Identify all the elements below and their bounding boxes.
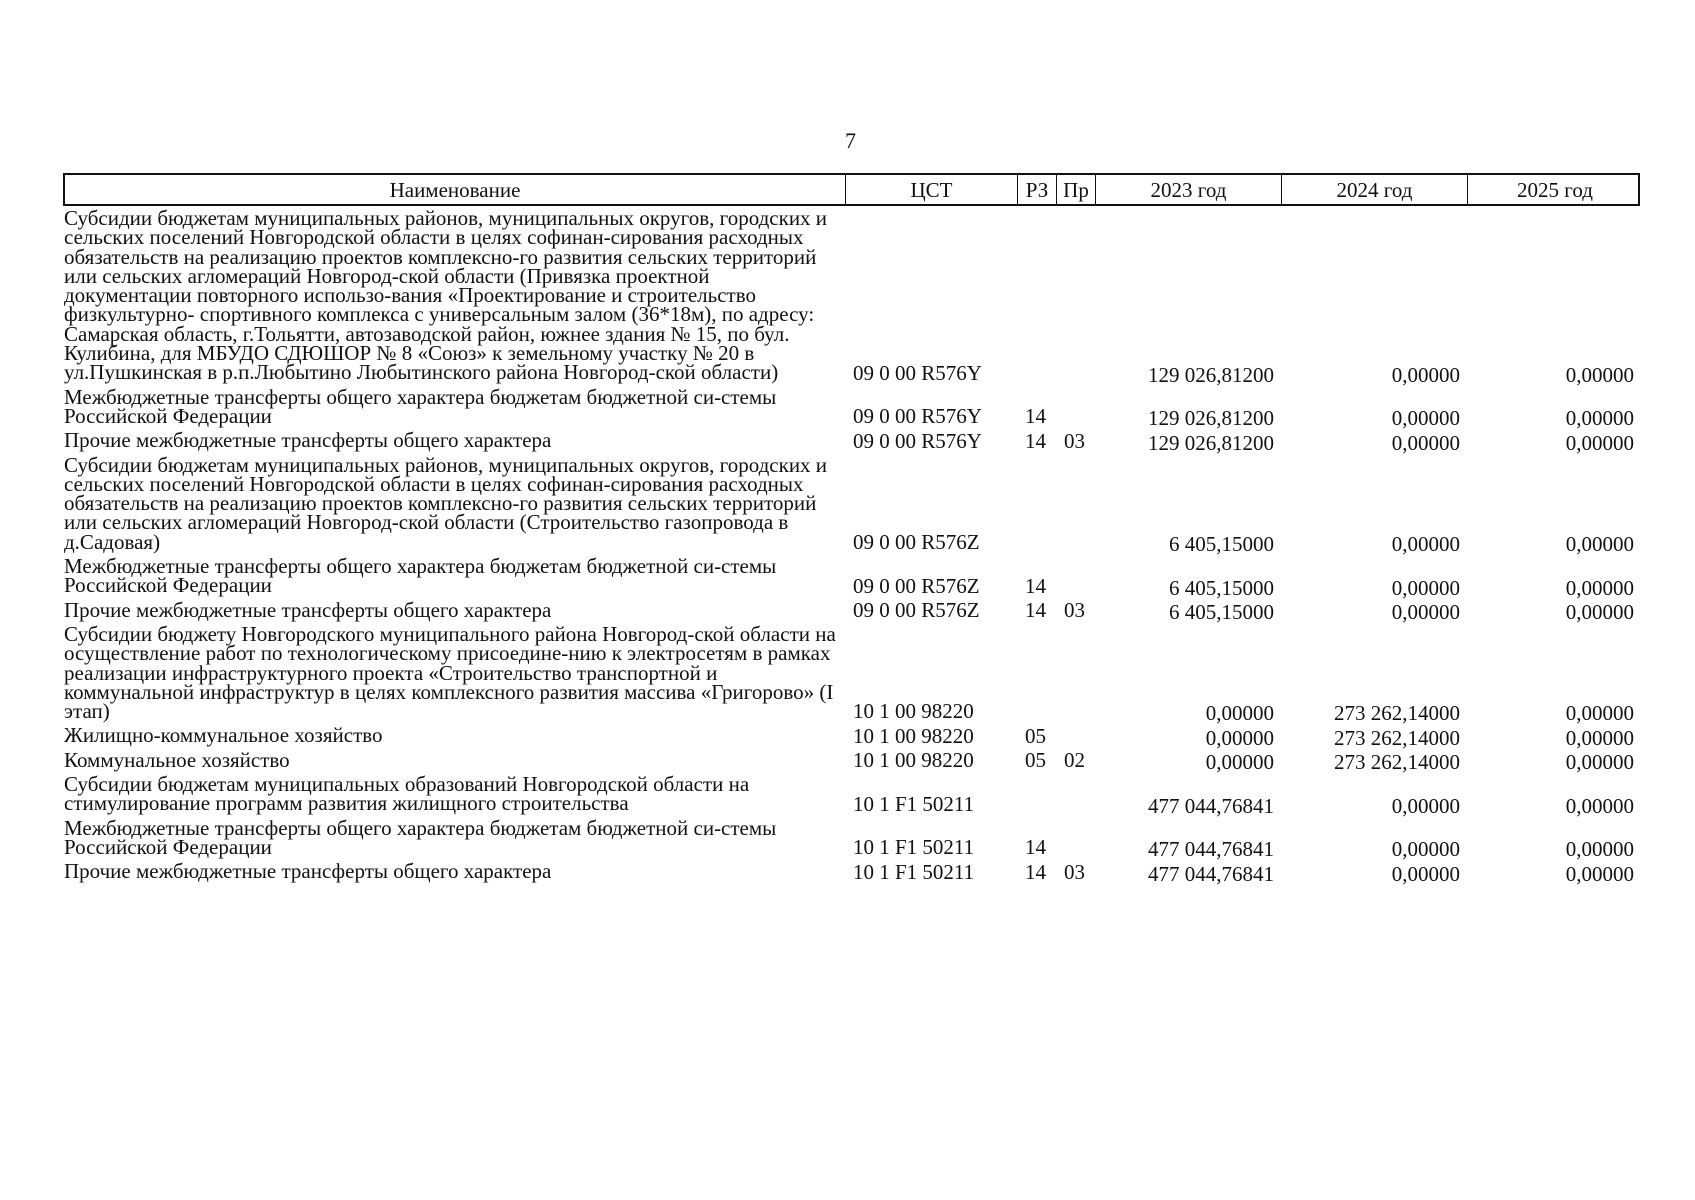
row-name: Прочие межбюджетные трансферты общего характера	[64, 597, 552, 622]
table-row	[63, 452, 1640, 557]
row-2024: 0,00000	[1391, 362, 1460, 387]
table-row	[63, 598, 1640, 622]
row-2024: 0,00000	[1391, 575, 1460, 600]
budget-table	[63, 173, 1640, 884]
row-name: Субсидии бюджетам муниципальных районов, муниципальных округов, городских и сельских поселений Новгородской области в целях софинан-сирования расходных обязательств на реализацию проектов комплексно-го развития сельских территорий или сельских агломераций Новгород-ской области (Строительство газопровода в д.Садовая)	[64, 452, 828, 554]
row-2024: 0,00000	[1391, 599, 1460, 624]
header-pr: Пр	[1057, 175, 1096, 204]
row-2023: 0,00000	[1205, 701, 1274, 726]
row-pr	[1055, 814, 1094, 816]
row-name: Межбюджетные трансферты общего характера бюджетам бюджетной си-стемы Российской Федерации	[64, 384, 777, 428]
row-pr	[1055, 426, 1094, 428]
row-name: Прочие межбюджетные трансферты общего характера	[64, 428, 552, 453]
row-2024: 273 262,14000	[1334, 750, 1460, 775]
row-2023: 6 405,15000	[1169, 532, 1274, 557]
row-2024: 0,00000	[1391, 793, 1460, 818]
row-pr	[1055, 721, 1094, 723]
header-rz: РЗ	[1018, 175, 1057, 204]
row-2024: 0,00000	[1391, 430, 1460, 455]
row-2025: 0,00000	[1565, 599, 1634, 624]
row-2025: 0,00000	[1565, 793, 1634, 818]
row-2024: 0,00000	[1391, 532, 1460, 557]
row-csr: 10 1 F1 50211	[853, 791, 975, 816]
table-row	[63, 385, 1640, 429]
row-2025: 0,00000	[1565, 362, 1634, 387]
row-2023: 477 044,76841	[1148, 837, 1274, 862]
row-pr: 03	[1064, 428, 1085, 453]
row-2024: 273 262,14000	[1334, 725, 1460, 750]
row-name: Межбюджетные трансферты общего характера бюджетам бюджетной си-стемы Российской Федерации	[64, 815, 777, 859]
row-2025: 0,00000	[1565, 701, 1634, 726]
row-2025: 0,00000	[1565, 430, 1634, 455]
row-2024: 273 262,14000	[1334, 701, 1460, 726]
row-name: Коммунальное хозяйство	[64, 747, 290, 772]
row-2024: 0,00000	[1391, 406, 1460, 431]
row-2025: 0,00000	[1565, 406, 1634, 431]
row-name: Субсидии бюджетам муниципальных районов, муниципальных округов, городских и сельских поселений Новгородской области в целях софинан-сирования расходных обязательств на реализацию проектов комплексно-го развития сельских территорий или сельских агломераций Новгород-ской области (Привязка проектной документации повторного использо-вания «Проектирование и строительство физкультурно- спортивного комплекса с универсальным залом (36*18м), по адресу: Самарская область, г.Тольятти, автозаводской район, южнее здания № 15, по бул. Кулибина, для МБУДО СДЮШОР № 8 «Союз» к земельному участку № 20 в ул.Пушкинская в р.п.Любытино Любытинского района Новгород-ской области)	[64, 206, 828, 385]
row-rz: 14	[1025, 859, 1046, 884]
header-csr: ЦСТ	[846, 175, 1018, 204]
table-row	[63, 428, 1640, 455]
header-2024: 2024 год	[1282, 175, 1468, 204]
row-rz: 14	[1025, 597, 1046, 622]
row-rz	[1016, 552, 1055, 554]
table-row	[63, 747, 1640, 775]
row-name: Жилищно-коммунальное хозяйство	[64, 723, 383, 748]
row-csr: 09 0 00 R576Y	[853, 428, 982, 453]
row-rz: 14	[1025, 428, 1046, 453]
row-2024: 0,00000	[1391, 861, 1460, 886]
table-row	[63, 723, 1640, 750]
row-rz: 05	[1025, 748, 1046, 773]
row-csr: 10 1 F1 50211	[853, 859, 975, 884]
table-row	[63, 772, 1640, 816]
row-csr: 09 0 00 R576Z	[853, 530, 980, 555]
row-csr: 09 0 00 R576Z	[853, 597, 980, 622]
row-rz: 14	[1025, 573, 1046, 598]
row-2025: 0,00000	[1565, 750, 1634, 775]
row-rz: 05	[1025, 723, 1046, 748]
row-rz: 14	[1025, 835, 1046, 860]
row-pr: 03	[1064, 859, 1085, 884]
row-2025: 0,00000	[1565, 575, 1634, 600]
row-name: Прочие межбюджетные трансферты общего характера	[64, 859, 552, 884]
row-2025: 0,00000	[1565, 725, 1634, 750]
row-name: Субсидии бюджету Новгородского муниципального района Новгород-ской области на осуществление работ по технологическому присоедине-нию к электросетям в рамках реализации инфраструктурного проекта «Строительство транспортной и коммунальной инфраструктур в целях комплексного развития массива «Григорово» (I этап)	[64, 621, 836, 724]
row-pr	[1055, 857, 1094, 859]
row-rz	[1016, 383, 1055, 385]
row-csr: 09 0 00 R576Z	[853, 573, 980, 598]
row-csr: 09 0 00 R576Y	[853, 404, 982, 429]
header-2025: 2025 год	[1517, 178, 1593, 202]
row-csr: 10 1 00 98220	[853, 699, 974, 724]
row-2025: 0,00000	[1565, 861, 1634, 886]
row-2023: 0,00000	[1205, 725, 1274, 750]
row-2025: 0,00000	[1565, 532, 1634, 557]
table-row	[63, 859, 1640, 886]
table-row	[63, 816, 1640, 860]
row-csr: 09 0 00 R576Y	[853, 360, 982, 385]
row-csr: 10 1 00 98220	[853, 748, 974, 773]
row-name: Межбюджетные трансферты общего характера бюджетам бюджетной си-стемы Российской Федерации	[64, 554, 777, 598]
row-rz	[1016, 814, 1055, 816]
row-2023: 6 405,15000	[1169, 575, 1274, 600]
row-2023: 0,00000	[1205, 750, 1274, 775]
row-2025: 0,00000	[1565, 837, 1634, 862]
table-row	[63, 554, 1640, 598]
row-csr: 10 1 00 98220	[853, 723, 974, 748]
row-2023: 129 026,81200	[1148, 430, 1274, 455]
row-pr: 02	[1064, 748, 1085, 773]
row-2023: 129 026,81200	[1148, 362, 1274, 387]
header-name: Наименование	[65, 175, 846, 204]
row-rz: 14	[1025, 404, 1046, 429]
row-pr	[1055, 552, 1094, 554]
row-2023: 477 044,76841	[1148, 861, 1274, 886]
row-2024: 0,00000	[1391, 837, 1460, 862]
row-name: Субсидии бюджетам муниципальных образований Новгородской области на стимулирование программ развития жилищного строительства	[64, 772, 750, 816]
table-row	[63, 621, 1640, 726]
row-2023: 477 044,76841	[1148, 793, 1274, 818]
row-pr: 03	[1064, 597, 1085, 622]
table-row	[63, 206, 1640, 385]
row-csr: 10 1 F1 50211	[853, 835, 975, 860]
row-2023: 129 026,81200	[1148, 406, 1274, 431]
page-number: 7	[845, 128, 856, 153]
row-2023: 6 405,15000	[1169, 599, 1274, 624]
table-header	[63, 173, 1640, 206]
header-2023: 2023 год	[1096, 175, 1282, 204]
row-pr	[1055, 383, 1094, 385]
